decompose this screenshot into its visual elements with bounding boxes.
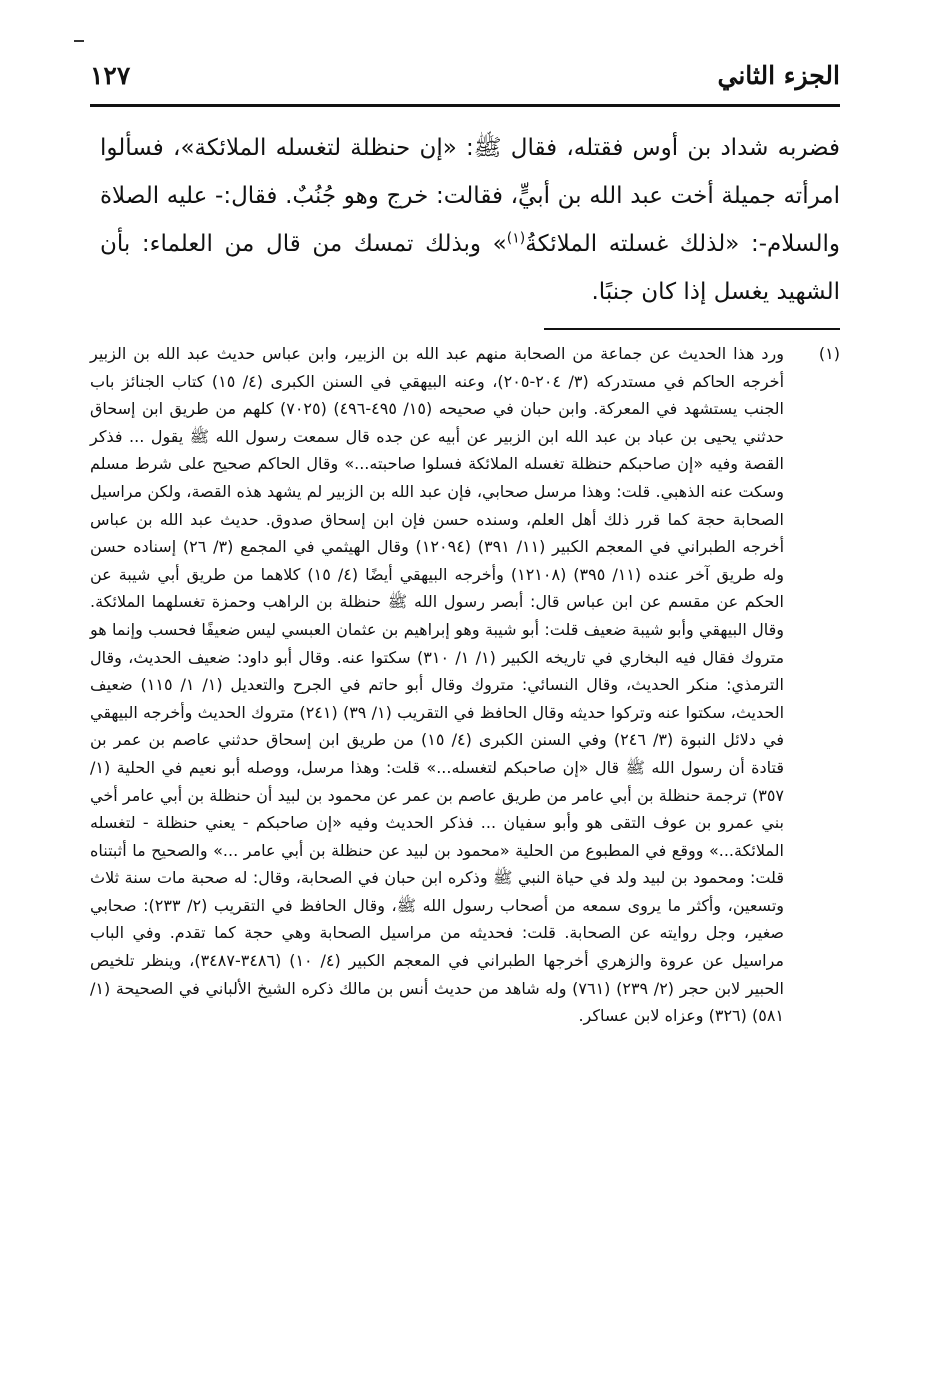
header-rule [90, 104, 840, 107]
main-text-part1: فضربه شداد بن أوس فقتله، فقال ﷺ: «إن حنظلة لتغسله الملائكة»، فسألوا امرأته جميلة أخت عبد الله بن أبيٍّ، فقالت: خرج وهو جُنُبٌ. فقال:- عليه الصلاة والسلام-: «لذلك غسلته الملائكةُ [100, 135, 841, 257]
footnote-reference[interactable]: (١) [506, 230, 526, 247]
page-number: ١٢٧ [90, 61, 131, 90]
footnote-marker: (١) [818, 344, 840, 363]
main-text-part2: » وبذلك تمسك من قال من العلماء: بأن الشهيد يغسل إذا كان جنبًا. [100, 231, 840, 305]
scan-mark [74, 40, 84, 42]
running-header [90, 58, 840, 98]
footnote-separator [544, 328, 840, 330]
main-paragraph [100, 124, 840, 316]
footnote-text: ورد هذا الحديث عن جماعة من الصحابة منهم عبد الله بن الزبير، وابن عباس حديث عبد الله بن الزبير أخرجه الحاكم في مستدركه (٣/ ٢٠٤-٢٠٥)، وعنه البيهقي في السنن الكبرى (٤/ ١٥) كتاب الجنائز باب الجنب يستشهد في المعركة. وابن حبان في صحيحه (١٥/ ٤٩٥-٤٩٦) (٧٠٢٥) كلهم من طريق ابن إسحاق حدثني يحيى بن عباد بن عبد الله ابن الزبير عن أبيه عن جده قال سمعت رسول الله ﷺ يقول ... فذكر القصة وفيه «إن صاحبكم حنظلة تغسله الملائكة فسلوا صاحبته...» وقال الحاكم صحيح على شرط مسلم وسكت عنه الذهبي. قلت: وهذا مرسل صحابي، فإن عبد الله بن الزبير لم يشهد هذه القصة، ولكن مراسيل الصحابة حجة كما قرر ذلك أهل العلم، وسنده حسن فإن ابن إسحاق صدوق. حديث عبد الله بن عباس أخرجه الطبراني في المعجم الكبير (١١/ ٣٩١) (١٢٠٩٤) وقال الهيثمي في المجمع (٣/ ٢٦) إسناده حسن وله طريق آخر عنده (١١/ ٣٩٥) (١٢١٠٨) وأخرجه البيهقي أيضًا (٤/ ١٥) كلاهما من طريق أبي شيبة عن الحكم عن مقسم عن ابن عباس قال: أبصر رسول الله ﷺ حنظلة بن الراهب وحمزة تغسلهما الملائكة. وقال البيهقي وأبو شيبة ضعيف قلت: أبو شيبة وهو إبراهيم بن عثمان العبسي ليس ضعيفًا فحسب وإنما هو متروك فقال فيه البخاري في تاريخه الكبير (١/ ١/ ٣١٠) سكتوا عنه. وقال أبو داود: ضعيف الحديث، وقال الترمذي: منكر الحديث، وقال النسائي: متروك وقال أبو حاتم في الجرح والتعديل (١/ ١/ ١١٥) ضعيف الحديث، سكتوا عنه وتركوا حديثه وقال الحافظ في التقريب (١/ ٣٩) (٢٤١) متروك الحديث وأخرجه البيهقي في دلائل النبوة (٣/ ٢٤٦) وفي السنن الكبرى (٤/ ١٥) من طريق ابن إسحاق حدثني عاصم بن عمر بن قتادة أن رسول الله ﷺ قال «إن صاحبكم لتغسله...» قلت: وهذا مرسل، ووصله أبو نعيم في الحلية (١/ ٣٥٧) ترجمة حنظلة بن أبي عامر من طريق عاصم بن عمر عن محمود بن لبيد أن حنظلة بن أبي عامر أخي بني عمرو بن عوف التقى هو وأبو سفيان ... فذكر الحديث وفيه «إن صاحبكم - يعني حنظلة - لتغسله الملائكة...» ووقع في المطبوع من الحلية «محمود بن لبيد عن حنظلة بن أبي عامر ...» والصحيح ما أثبتناه قلت: ومحمود بن لبيد ولد في حياة النبي ﷺ وذكره ابن حبان في الصحابة، وقال: له صحبة مات سنة ثلاث وتسعين، وأكثر ما يروى سمعه من أصحاب رسول الله ﷺ، وقال الحافظ في التقريب (٢/ ٢٣٣): صحابي صغير، وجل روايته عن الصحابة. قلت: فحديثه من مراسيل الصحابة وهي حجة كما تقدم. وفي الباب مراسيل عن عروة والزهري أخرجها الطبراني في المعجم الكبير (٤/ ١٠) (٣٤٨٦-٣٤٨٧)، وينظر تلخيص الحبير لابن حجر (٢/ ٢٣٩) (٧٦١) وله شاهد من حديث أنس بن مالك ذكره الشيخ الألباني في الصحيحة (١/ ٥٨١) (٣٢٦) وعزاه لابن عساكر. [90, 344, 785, 1026]
footnote [90, 340, 840, 1030]
running-title: الجزء الثاني [717, 61, 840, 90]
